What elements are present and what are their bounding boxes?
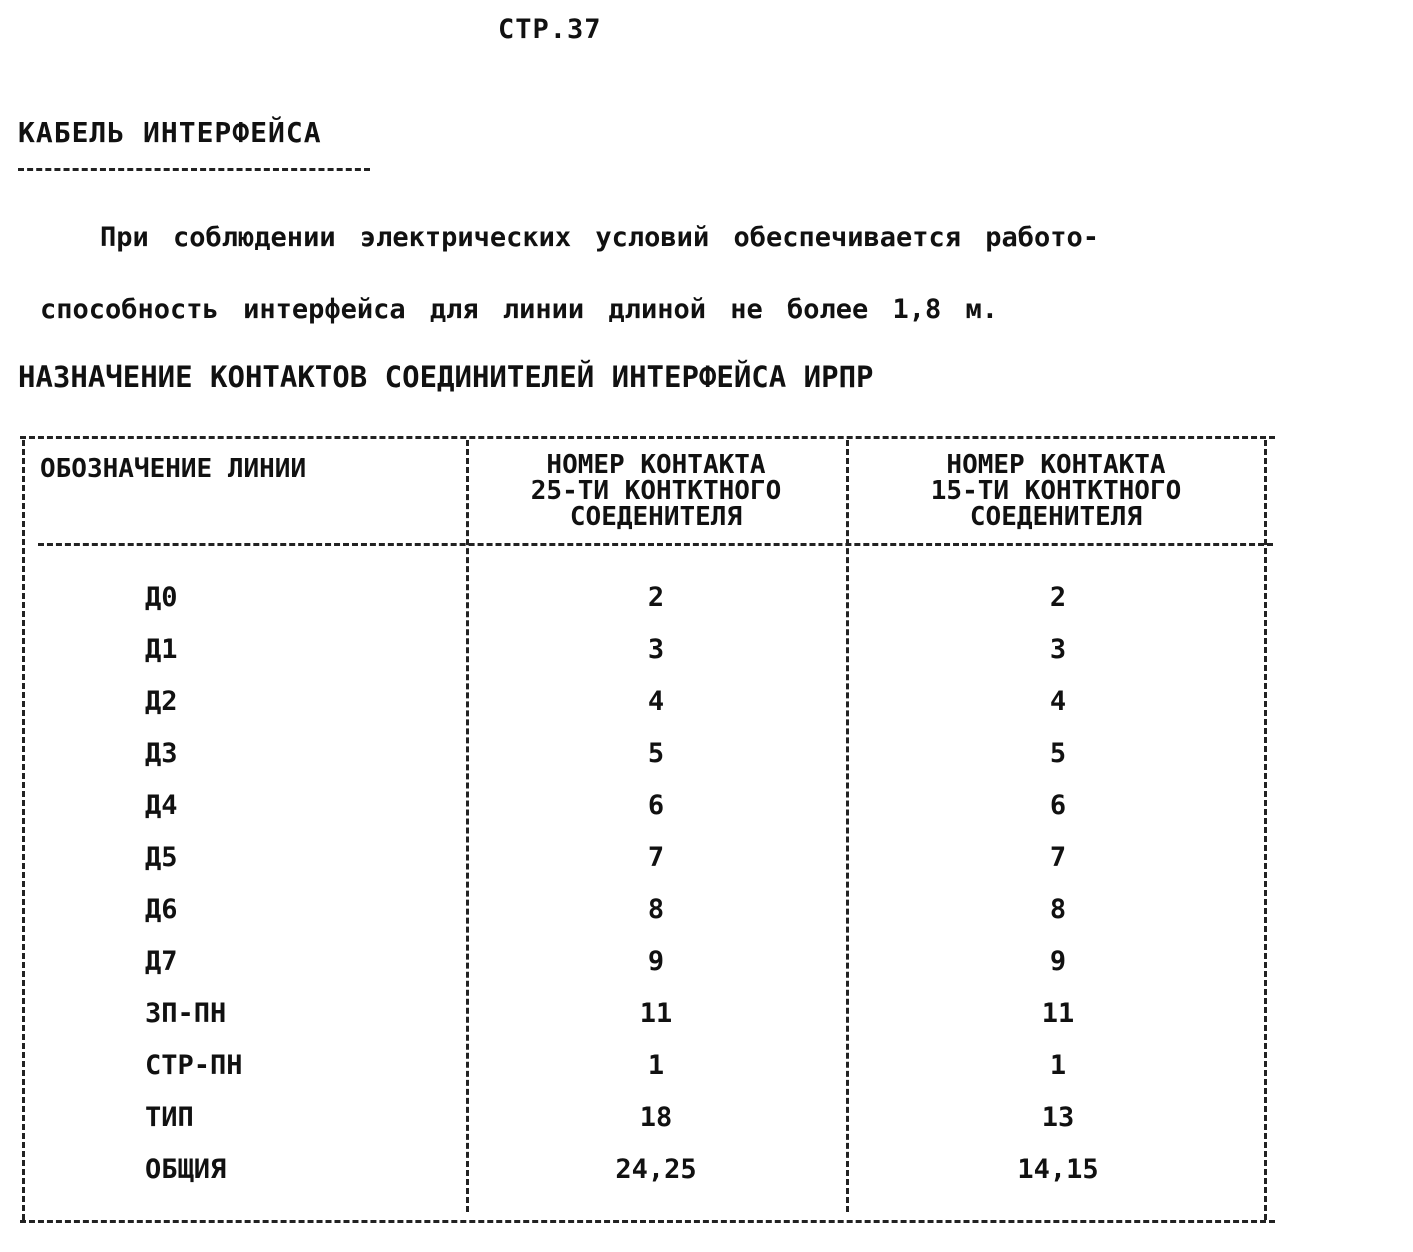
contact-25pin: 9	[647, 946, 665, 977]
paragraph-line-1: При соблюдении электрических условий обеспечивается работо-	[100, 222, 1100, 253]
contact-25pin: 24,25	[615, 1154, 697, 1185]
line-name: СТР-ПН	[145, 1050, 243, 1081]
line-name: Д4	[145, 790, 178, 821]
line-name: ТИП	[145, 1102, 194, 1133]
header-15pin-line-1: НОМЕР КОНТАКТА	[946, 450, 1166, 480]
contact-15pin: 4	[1049, 686, 1067, 717]
contact-15pin: 5	[1049, 738, 1067, 769]
heading-underline	[18, 168, 370, 171]
header-line-designation: ОБОЗНАЧЕНИЕ ЛИНИИ	[40, 454, 307, 484]
contact-15pin: 7	[1049, 842, 1067, 873]
header-25pin-line-3: СОЕДЕНИТЕЛЯ	[569, 502, 743, 532]
section-heading: КАБЕЛЬ ИНТЕРФЕЙСА	[18, 116, 322, 149]
line-name: Д2	[145, 686, 178, 717]
contact-25pin: 11	[639, 998, 673, 1029]
contact-25pin: 18	[639, 1102, 673, 1133]
table-left-border	[22, 440, 25, 1220]
header-25pin-line-2: 25-ТИ КОНТКТНОГО	[530, 476, 782, 506]
header-15pin-line-3: СОЕДЕНИТЕЛЯ	[969, 502, 1143, 532]
contact-25pin: 6	[647, 790, 665, 821]
contact-15pin: 14,15	[1017, 1154, 1099, 1185]
header-25pin-line-1: НОМЕР КОНТАКТА	[546, 450, 766, 480]
contact-15pin: 2	[1049, 582, 1067, 613]
line-name: ОБЩИЯ	[145, 1154, 227, 1185]
contact-25pin: 1	[647, 1050, 665, 1081]
paragraph-line-2: способность интерфейса для линии длиной не более 1,8 м.	[40, 294, 999, 325]
contact-15pin: 8	[1049, 894, 1067, 925]
contact-25pin: 8	[647, 894, 665, 925]
contact-15pin: 6	[1049, 790, 1067, 821]
line-name: Д7	[145, 946, 178, 977]
table-right-border	[1264, 440, 1267, 1220]
header-divider	[38, 543, 1273, 546]
contact-15pin: 13	[1041, 1102, 1075, 1133]
contact-15pin: 9	[1049, 946, 1067, 977]
contact-25pin: 3	[647, 634, 665, 665]
column-divider-1	[466, 440, 469, 1212]
contact-25pin: 4	[647, 686, 665, 717]
line-name: Д5	[145, 842, 178, 873]
line-name: Д6	[145, 894, 178, 925]
column-divider-2	[846, 440, 849, 1212]
line-name: Д3	[145, 738, 178, 769]
contact-25pin: 2	[647, 582, 665, 613]
table-title: НАЗНАЧЕНИЕ КОНТАКТОВ СОЕДИНИТЕЛЕЙ ИНТЕРФЕЙСА ИРПР	[18, 360, 874, 394]
table-top-border	[20, 436, 1275, 439]
contact-15pin: 1	[1049, 1050, 1067, 1081]
table-bottom-border	[20, 1220, 1275, 1223]
header-15pin-line-2: 15-ТИ КОНТКТНОГО	[930, 476, 1182, 506]
line-name: Д0	[145, 582, 178, 613]
contact-25pin: 5	[647, 738, 665, 769]
contact-15pin: 11	[1041, 998, 1075, 1029]
line-name: Д1	[145, 634, 178, 665]
contact-15pin: 3	[1049, 634, 1067, 665]
line-name: ЗП-ПН	[145, 998, 227, 1029]
contact-25pin: 7	[647, 842, 665, 873]
page-number: СТР.37	[498, 14, 602, 45]
